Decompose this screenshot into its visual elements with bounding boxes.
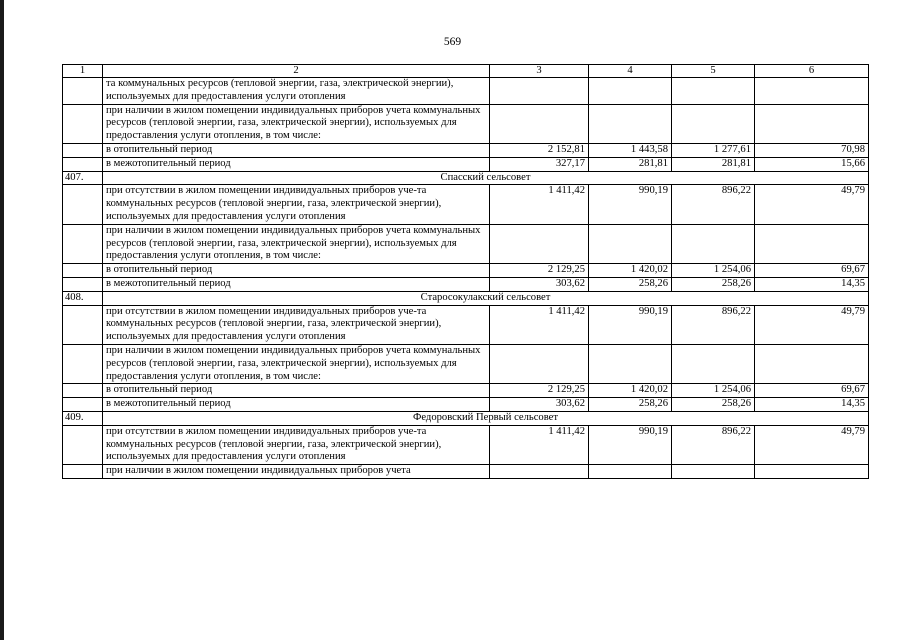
value-cell-col6 [755,104,869,143]
value-cell-col5 [672,224,755,263]
row-description: при отсутствии в жилом помещении индивидуальных приборов уче-та коммунальных ресурсов (тепловой энергии, газа, электрической энергии), используемых для предоставления услуги отопления [103,425,490,464]
header-cell: 5 [672,65,755,78]
table-row [63,224,869,263]
value-cell-col4: 990,19 [589,305,672,344]
value-cell-col6: 15,66 [755,157,869,171]
value-cell-col6: 49,79 [755,185,869,224]
header-cell: 3 [490,65,589,78]
header-cell: 6 [755,65,869,78]
row-description: при наличии в жилом помещении индивидуальных приборов учета [103,465,490,479]
value-cell-col3: 1 411,42 [490,305,589,344]
value-cell-col4 [589,78,672,105]
header-cell: 4 [589,65,672,78]
tariff-table [62,64,869,479]
value-cell-col3: 1 411,42 [490,425,589,464]
row-description: в межотопительный период [103,157,490,171]
table-row [63,143,869,157]
value-cell-col6 [755,465,869,479]
row-description: в отопительный период [103,264,490,278]
value-cell-col6: 70,98 [755,143,869,157]
row-index-cell [63,78,103,105]
value-cell-col4 [589,344,672,383]
value-cell-col5 [672,344,755,383]
row-index-cell [63,143,103,157]
value-cell-col5 [672,465,755,479]
value-cell-col4: 1 443,58 [589,143,672,157]
value-cell-col5: 1 254,06 [672,264,755,278]
value-cell-col3: 303,62 [490,398,589,412]
row-description: при отсутствии в жилом помещении индивидуальных приборов уче-та коммунальных ресурсов (тепловой энергии, газа, электрической энергии), используемых для предоставления услуги отопления [103,185,490,224]
row-description: при наличии в жилом помещении индивидуальных приборов учета коммунальных ресурсов (тепловой энергии, газа, электрической энергии), используемых для предоставления услуги отопления, в том числе: [103,344,490,383]
value-cell-col4: 990,19 [589,185,672,224]
table-row [63,425,869,464]
section-index: 409. [63,411,103,425]
table-row [63,277,869,291]
table-row [63,185,869,224]
table-row [63,78,869,105]
table-row [63,157,869,171]
value-cell-col5: 281,81 [672,157,755,171]
value-cell-col4: 281,81 [589,157,672,171]
value-cell-col5: 258,26 [672,398,755,412]
row-description: при отсутствии в жилом помещении индивидуальных приборов уче-та коммунальных ресурсов (тепловой энергии, газа, электрической энергии), используемых для предоставления услуги отопления [103,305,490,344]
row-index-cell [63,185,103,224]
table-row [63,384,869,398]
value-cell-col5: 1 254,06 [672,384,755,398]
section-row [63,291,869,305]
value-cell-col6: 14,35 [755,398,869,412]
row-index-cell [63,398,103,412]
table-row [63,104,869,143]
value-cell-col6: 69,67 [755,264,869,278]
value-cell-col5: 896,22 [672,305,755,344]
value-cell-col4 [589,465,672,479]
value-cell-col3: 2 129,25 [490,384,589,398]
value-cell-col6: 69,67 [755,384,869,398]
value-cell-col4: 258,26 [589,398,672,412]
value-cell-col6 [755,224,869,263]
section-title: Федоровский Первый сельсовет [103,411,869,425]
row-index-cell [63,157,103,171]
value-cell-col5: 896,22 [672,425,755,464]
value-cell-col4: 1 420,02 [589,384,672,398]
section-row [63,171,869,185]
value-cell-col3 [490,344,589,383]
value-cell-col6 [755,344,869,383]
value-cell-col3: 1 411,42 [490,185,589,224]
section-index: 408. [63,291,103,305]
value-cell-col3: 2 129,25 [490,264,589,278]
row-description: в отопительный период [103,143,490,157]
header-cell: 2 [103,65,490,78]
table-row [63,344,869,383]
value-cell-col4 [589,224,672,263]
value-cell-col3 [490,465,589,479]
row-index-cell [63,305,103,344]
value-cell-col5 [672,104,755,143]
row-index-cell [63,264,103,278]
row-description: при наличии в жилом помещении индивидуальных приборов учета коммунальных ресурсов (тепловой энергии, газа, электрической энергии), используемых для предоставления услуги отопления, в том числе: [103,104,490,143]
value-cell-col3 [490,224,589,263]
value-cell-col5: 896,22 [672,185,755,224]
row-description: в межотопительный период [103,398,490,412]
section-title: Спасский сельсовет [103,171,869,185]
section-index: 407. [63,171,103,185]
table-row [63,305,869,344]
row-description: в межотопительный период [103,277,490,291]
value-cell-col3: 327,17 [490,157,589,171]
value-cell-col4: 1 420,02 [589,264,672,278]
table-body [63,65,869,479]
row-description: при наличии в жилом помещении индивидуальных приборов учета коммунальных ресурсов (тепловой энергии, газа, электрической энергии), используемых для предоставления услуги отопления, в том числе: [103,224,490,263]
table-row [63,465,869,479]
page-number: 569 [443,36,462,48]
value-cell-col5 [672,78,755,105]
value-cell-col6 [755,78,869,105]
row-index-cell [63,104,103,143]
row-description: та коммунальных ресурсов (тепловой энергии, газа, электрической энергии), используемых для предоставления услуги отопления [103,78,490,105]
page-edge-bar [0,0,4,640]
table-row [63,264,869,278]
value-cell-col4: 258,26 [589,277,672,291]
header-row [63,65,869,78]
row-description: в отопительный период [103,384,490,398]
value-cell-col4 [589,104,672,143]
value-cell-col6: 49,79 [755,305,869,344]
value-cell-col4: 990,19 [589,425,672,464]
row-index-cell [63,465,103,479]
row-index-cell [63,277,103,291]
row-index-cell [63,224,103,263]
row-index-cell [63,384,103,398]
section-row [63,411,869,425]
value-cell-col5: 1 277,61 [672,143,755,157]
value-cell-col3: 303,62 [490,277,589,291]
section-title: Старосокулакский сельсовет [103,291,869,305]
value-cell-col5: 258,26 [672,277,755,291]
row-index-cell [63,344,103,383]
value-cell-col3 [490,78,589,105]
header-cell: 1 [63,65,103,78]
value-cell-col6: 14,35 [755,277,869,291]
row-index-cell [63,425,103,464]
value-cell-col6: 49,79 [755,425,869,464]
value-cell-col3 [490,104,589,143]
value-cell-col3: 2 152,81 [490,143,589,157]
table-row [63,398,869,412]
